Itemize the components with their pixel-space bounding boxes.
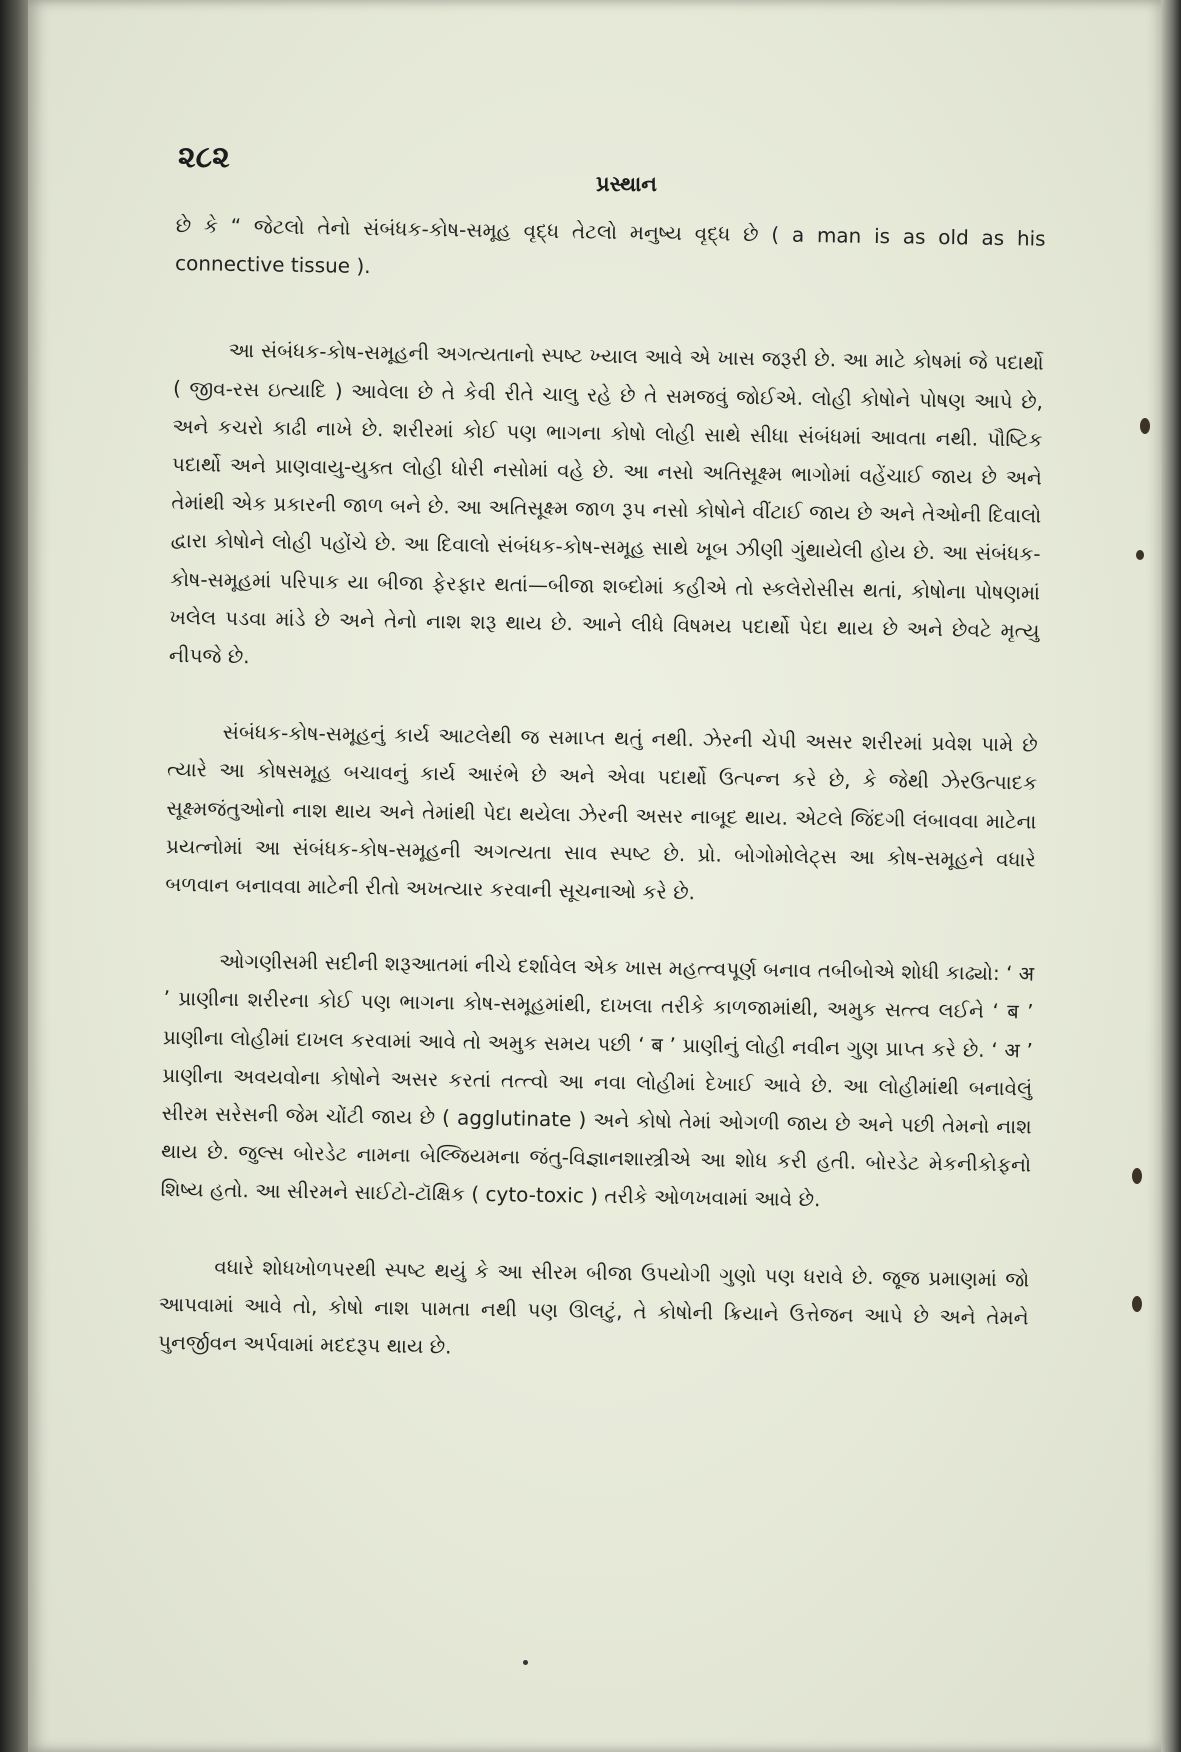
running-head: પ્રસ્થાન — [596, 172, 657, 196]
paragraph-3: સંબંધક-કોષ-સમૂહનું કાર્ય આટલેથી જ સમાપ્ત થતું નથી. ઝેરની ચેપી અસર શરીરમાં પ્રવેશ પામે છે ત્યારે આ કોષસમૂહ બચાવનું કાર્ય આરંભે છે અને એવા પદાર્થો ઉત્પન્ન કરે છે, કે જેથી ઝેરઉત્પાદક સૂક્ષ્મજંતુઓનો નાશ થાય અને તેમાંથી પેદા થયેલા ઝેરની અસર નાબૂદ થાય. એટલે જિંદગી લંબાવવા માટેના પ્રયત્નોમાં આ સંબંધક-કોષ-સમૂહની અગત્યતા સાવ સ્પષ્ટ છે. પ્રો. બોગોમોલેટ્સ આ કોષ-સમૂહને વધારે બળવાન બનાવવા માટેની રીતો અખત્યાર કરવાની સૂચનાઓ કરે છે. — [165, 720, 1038, 905]
binding-hole-mark — [1132, 1168, 1142, 1184]
binding-hole-mark — [1136, 550, 1144, 560]
book-page — [28, 0, 1161, 1752]
page-number: ૨૮૨ — [178, 140, 230, 175]
body-text — [157, 206, 1046, 1413]
binding-hole-mark — [1132, 1296, 1142, 1312]
footer-dot — [523, 1660, 528, 1665]
book-spine-shadow — [0, 0, 30, 1752]
paragraph-2: આ સંબંધક-કોષ-સમૂહની અગત્યતાનો સ્પષ્ટ ખ્યાલ આવે એ ખાસ જરૂરી છે. આ માટે કોષમાં જે પદાર્થો ( જીવ-રસ ઇત્યાદિ ) આવેલા છે તે કેવી રીતે ચાલુ રહે છે તે સમજવું જોઈએ. લોહી કોષોને પોષણ આપે છે, અને કચરો કાઢી નાખે છે. શરીરમાં કોઈ પણ ભાગના કોષો લોહી સાથે સીધા સંબંધમાં આવતા નથી. પૌષ્ટિક પદાર્થો અને પ્રાણવાયુ-યુક્ત લોહી ધોરી નસોમાં વહે છે. આ નસો અતિસૂક્ષ્મ ભાગોમાં વહેંચાઈ જાય છે અને તેમાંથી એક પ્રકારની જાળ બને છે. આ અતિસૂક્ષ્મ જાળ રૂપ નસો કોષોને વીંટાઈ જાય છે અને તેઓની દિવાલો દ્વારા કોષોને લોહી પહોંચે છે. આ દિવાલો સંબંધક-કોષ-સમૂહ સાથે ખૂબ ઝીણી ગુંથાયેલી હોય છે. આ સંબંધક-કોષ-સમૂહમાં પરિપાક યા બીજા ફેરફાર થતાં—બીજા શબ્દોમાં કહીએ તો સ્કલેરોસીસ થતાં, કોષોના પોષણમાં ખલેલ પડવા માંડે છે અને તેનો નાશ શરૂ થાય છે. આને લીધે વિષમય પદાર્થો પેદા થાય છે અને છેવટે મૃત્યુ નીપજે છે. — [168, 338, 1044, 669]
paragraph-5: વધારે શોધખોળપરથી સ્પષ્ટ થયું કે આ સીરમ બીજા ઉપયોગી ગુણો પણ ધરાવે છે. જૂજ પ્રમાણમાં જો આપવામાં આવે તો, કોષો નાશ પામતા નથી પણ ઊલટું, તે કોષોની ક્રિયાને ઉત્તેજન આપે છે અને તેમને પુનર્જીવન અર્પવામાં મદદરૂપ થાય છે. — [157, 1254, 1030, 1359]
paragraph-1: છે કે “ જેટલો તેનો સંબંધક-કોષ-સમૂહ વૃદ્ધ તેટલો મનુષ્ય વૃદ્ધ છે ( a man is as old as his connective tissue ). — [174, 212, 1046, 279]
paragraph-4: ઓગણીસમી સદીની શરૂઆતમાં નીચે દર્શાવેલ એક ખાસ મહત્ત્વપૂર્ણ બનાવ તબીબોએ શોધી કાઢ્યો: ‘ अ ’ પ્રાણીના શરીરના કોઈ પણ ભાગના કોષ-સમૂહમાંથી, દાખલા તરીકે કાળજામાંથી, અમુક સત્ત્વ લઈને ‘ ब ’ પ્રાણીના લોહીમાં દાખલ કરવામાં આવે તો અમુક સમય પછી ‘ ब ’ પ્રાણીનું લોહી નવીન ગુણ પ્રાપ્ત કરે છે. ‘ अ ’ પ્રાણીના અવયવોના કોષોને અસર કરતાં તત્ત્વો આ નવા લોહીમાં દેખાઈ આવે છે. આ લોહીમાંથી બનાવેલું સીરમ સરેસની જેમ ચોંટી જાય છે ( agglutinate ) અને કોષો તેમાં ઓગળી જાય છે અને પછી તેમનો નાશ થાય છે. જુલ્સ બોરડેટ નામના બેલ્જિયમના જંતુ-વિજ્ઞાનશાસ્ત્રીએ આ શોધ કરી હતી. બોરડેટ મેકનીકોફનો શિષ્ય હતો. આ સીરમને સાઈટો-ટૉક્ષિક ( cyto-toxic ) તરીકે ઓળખવામાં આવે છે. — [160, 949, 1035, 1212]
binding-hole-mark — [1140, 418, 1150, 434]
page-edge-shadow — [1161, 0, 1181, 1752]
